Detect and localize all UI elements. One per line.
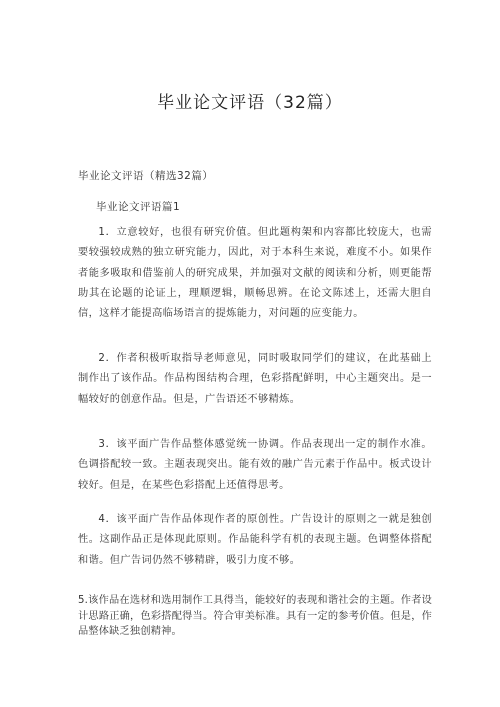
page-title: 毕业论文评语（32篇） <box>157 93 343 113</box>
paragraph-5: 5.该作品在选材和选用制作工具得当，能较好的表现和谐社会的主题。作者设计思路正确，色彩搭配得当。符合审美标准。具有一定的参考价值。但是，作品整体缺乏独创精神。 <box>78 595 432 637</box>
section-heading: 毕业论文评语篇1 <box>96 201 181 213</box>
paragraph-2: 2．作者积极听取指导老师意见，同时吸取同学们的建议，在此基础上制作出了该作品。作品构图结构合理，色彩搭配鲜明，中心主题突出。是一幅较好的创意作品。但是，广告语还不够精炼。 <box>78 353 432 405</box>
paragraph-4: 4．该平面广告作品体现作者的原创性。广告设计的原则之一就是独创性。这副作品正是体现此原则。作品能科学有机的表现主题。色调整体搭配和谐。但广告词仍然不够精辟，吸引力度不够。 <box>78 514 432 566</box>
paragraph-1: 1．立意较好，也很有研究价值。但此题构架和内容都比较庞大，也需要较强较成熟的独立研究能力，因此，对于本科生来说，难度不小。如果作者能多吸取和借鉴前人的研究成果，并加强对文献的阅读和分析，则更能帮助其在论题的论证上，理顺逻辑，顺畅思辨。在论文陈述上，还需大胆自信，这样才能提高临场语言的提炼能力，对问题的应变能力。 <box>78 227 432 320</box>
paragraph-3: 3．该平面广告作品整体感觉统一协调。作品表现出一定的制作水准。色调搭配较一致。主题表现突出。能有效的融广告元素于作品中。板式设计较好。但是，在某些色彩搭配上还值得思考。 <box>78 439 432 491</box>
document-subtitle: 毕业论文评语（精选32篇） <box>78 170 214 182</box>
